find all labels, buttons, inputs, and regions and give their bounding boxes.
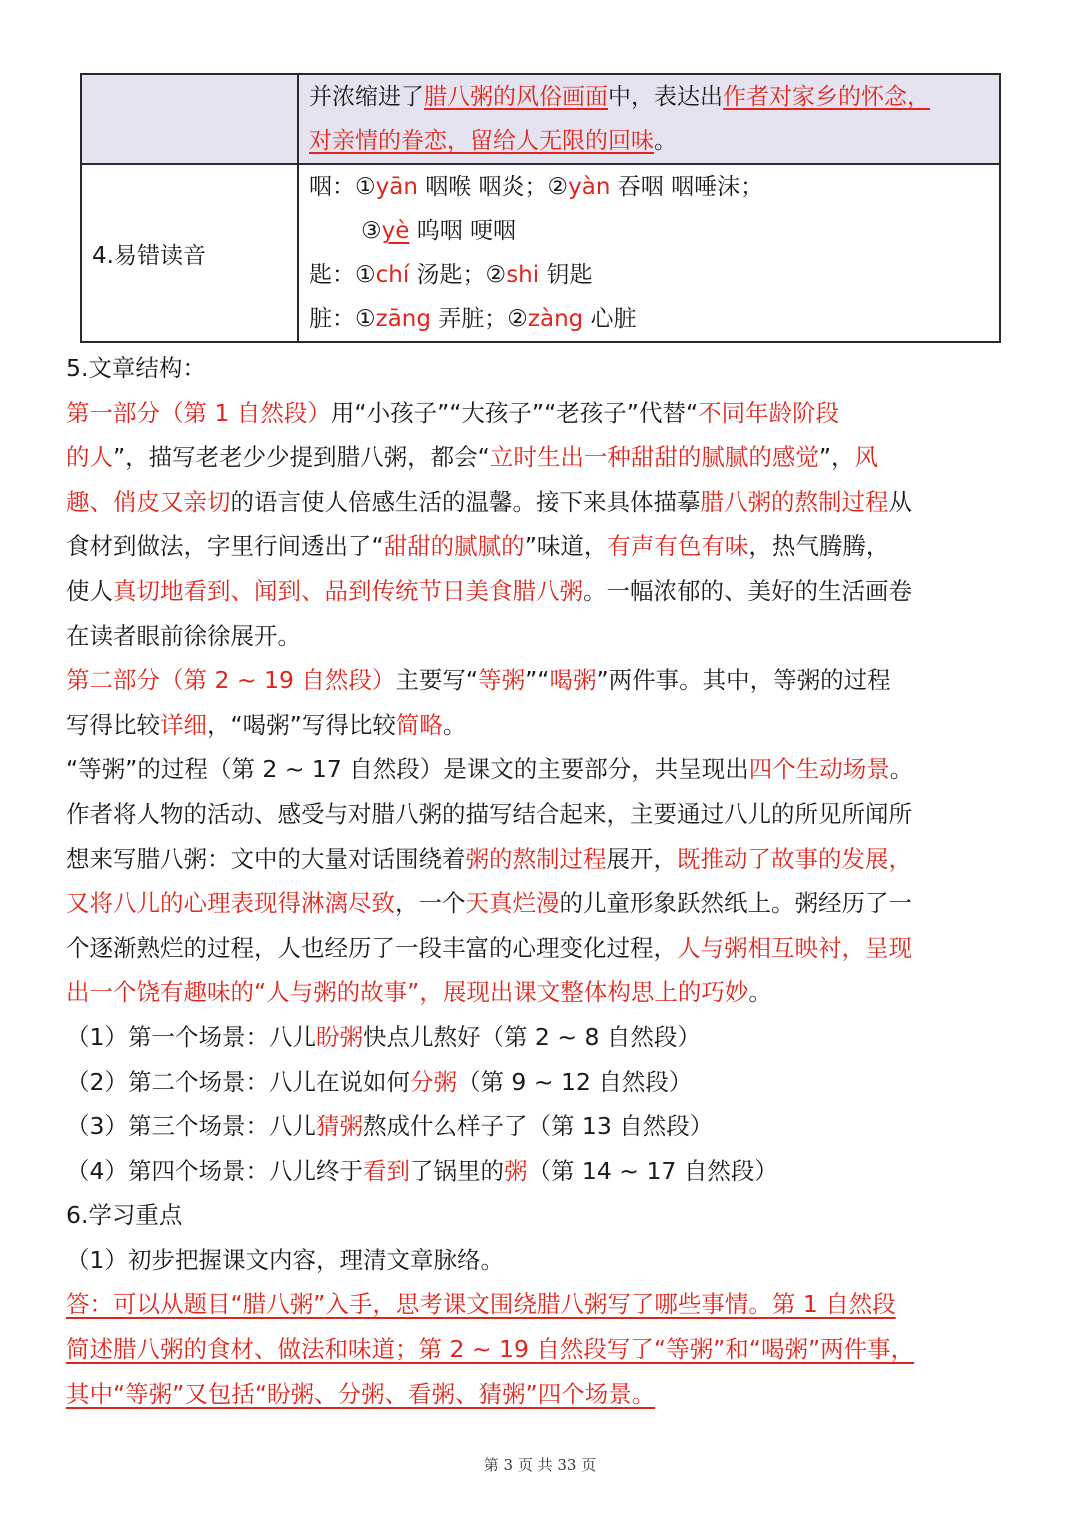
highlight-text: chí: [375, 262, 410, 288]
highlight-text: 人与粥相互映衬，呈现: [677, 933, 912, 962]
text-run: ”味道，: [524, 532, 608, 561]
text-run: 匙：①: [309, 262, 376, 288]
text-run: 。: [748, 978, 772, 1007]
highlight-text: 又将八儿的心理表现得淋漓尽致: [66, 889, 395, 918]
highlight-text: 腊八粥的熬制过程: [700, 487, 889, 516]
highlight-text: 四个生动场景: [748, 755, 890, 784]
text-run: 作者将人物的活动、感受与对腊八粥的描写结合起来，主要通过八儿的所见所闻所: [66, 799, 912, 828]
article-structure-section: [66, 346, 1021, 1416]
text-run: 心脏: [583, 306, 637, 332]
highlight-text: 等粥: [478, 666, 526, 695]
answer-line: 答：可以从题目“腊八粥”入手，思考课文围绕腊八粥写了哪些事情。第 1 自然段: [66, 1290, 896, 1319]
text-run: 呜咽 哽咽: [409, 218, 517, 244]
text-run: ，“喝粥”写得比较: [207, 710, 396, 739]
text-run: 主要写“: [395, 666, 479, 695]
body-line: [66, 614, 1021, 659]
text-run: 的语言使人倍感生活的温馨。接下来具体描摹: [230, 487, 701, 516]
text-run: ”，描写老老少少提到腊八粥，都会“: [113, 443, 490, 472]
text-run: （第 14 ~ 17 自然段）: [527, 1156, 778, 1185]
text-run: （1）第一个场景：八儿: [66, 1022, 316, 1051]
highlight-text: 喝粥: [549, 666, 597, 695]
highlight-text: 真切地看到、闻到、品到传统节日美食腊八粥: [113, 576, 583, 605]
text-run: 5.文章结构：: [66, 354, 206, 382]
text-run: ③: [361, 218, 382, 244]
text-run: 。: [654, 128, 677, 154]
text-run: （4）第四个场景：八儿终于: [66, 1156, 363, 1185]
table-row: [81, 164, 1000, 342]
highlight-text: 第一部分（第 1 自然段）: [66, 398, 331, 427]
info-table: [80, 73, 1001, 343]
text-run: 个逐渐熟烂的过程，人也经历了一段丰富的心理变化过程，: [66, 933, 677, 962]
text-run: 的儿童形象跃然纸上。粥经历了一: [559, 889, 912, 918]
body-text: [66, 346, 1021, 1282]
row-label-pronunciation: 4.易错读音: [81, 164, 298, 342]
text-run: ”两件事。其中，等粥的过程: [596, 666, 891, 695]
body-line: [66, 1149, 1021, 1194]
body-line: [66, 346, 1021, 391]
body-line: [66, 747, 1021, 792]
answer-block: [66, 1282, 1021, 1416]
body-line: [66, 837, 1021, 882]
text-run: 。: [889, 755, 914, 784]
body-line: [66, 524, 1021, 569]
text-run: 。: [442, 710, 467, 739]
body-line: [66, 881, 1021, 926]
answer-line: 其中“等粥”又包括“盼粥、分粥、看粥、猜粥”四个场景。: [66, 1379, 656, 1408]
text-run: （1）初步把握课文内容，理清文章脉络。: [66, 1245, 504, 1274]
text-run: 咽喉 咽炎；②: [417, 174, 569, 200]
text-run: 钥匙: [539, 262, 593, 288]
summary-line-2: [309, 119, 989, 163]
highlight-text: 作者对家乡的怀念，: [723, 84, 930, 110]
text-run: 展开，: [606, 844, 677, 873]
text-run: 从: [888, 487, 912, 516]
body-line: [66, 1015, 1021, 1060]
text-run: 食材到做法，字里行间透出了“: [66, 532, 384, 561]
text-run: 使人: [66, 576, 113, 605]
answer-line: 简述腊八粥的食材、做法和味道；第 2 ~ 19 自然段写了“等粥”和“喝粥”两件事，: [66, 1335, 915, 1364]
highlight-text: 盼粥: [315, 1022, 363, 1051]
text-run: 弄脏；②: [430, 306, 528, 332]
text-run: 用“小孩子”“大孩子”“老孩子”代替“: [330, 398, 699, 427]
pronunciation-line: [309, 297, 989, 341]
highlight-text: 猜粥: [315, 1112, 363, 1141]
text-run: 快点儿熬好（第 2 ~ 8 自然段）: [362, 1022, 701, 1051]
text-run: 并浓缩进了: [309, 84, 424, 110]
text-run: 脏：①: [309, 306, 376, 332]
highlight-text: 粥: [503, 1156, 528, 1185]
body-line: [66, 970, 1021, 1015]
text-run: 了锅里的: [409, 1156, 504, 1185]
highlight-text: 立时生出一种甜甜的腻腻的感觉: [489, 443, 819, 472]
highlight-text: 对亲情的眷恋，留给人无限的回味: [309, 128, 654, 154]
text-run: 写得比较: [66, 710, 160, 739]
row-label-empty: [81, 74, 298, 164]
text-run: 吞咽 咽唾沫；: [610, 174, 764, 200]
body-line: [66, 391, 1021, 436]
highlight-text: 粥的熬制过程: [465, 844, 607, 873]
highlight-text: 详细: [160, 710, 207, 739]
highlight-text: zāng: [375, 306, 431, 332]
highlight-text: 腊八粥的风俗画面: [424, 84, 608, 110]
highlight-text: 甜甜的腻腻的: [383, 532, 525, 561]
text-run: （第 9 ~ 12 自然段）: [456, 1067, 693, 1096]
highlight-text: yè: [381, 218, 410, 244]
body-line: [66, 1060, 1021, 1105]
pronunciation-cell: [298, 164, 1000, 342]
summary-cell: [298, 74, 1000, 164]
highlight-text: 第二部分（第 2 ~ 19 自然段）: [66, 666, 396, 695]
highlight-text: 简略: [395, 710, 443, 739]
highlight-text: 分粥: [409, 1067, 457, 1096]
pronunciation-line: [309, 165, 989, 209]
body-line: [66, 792, 1021, 837]
body-line: [66, 1238, 1021, 1283]
text-run: 在读者眼前徐徐展开。: [66, 621, 301, 650]
text-run: 中，表达出: [608, 84, 723, 110]
highlight-text: yàn: [568, 174, 611, 200]
pronunciation-line: [309, 253, 989, 297]
highlight-text: zàng: [527, 306, 584, 332]
body-line: [66, 1104, 1021, 1149]
text-run: ”，: [818, 443, 855, 472]
highlight-text: 天真烂漫: [465, 889, 560, 918]
text-run: 咽：①: [309, 174, 376, 200]
table-row: [81, 74, 1000, 164]
highlight-text: 出一个饶有趣味的“人与粥的故事”，展现出课文整体构思上的巧妙: [66, 978, 749, 1007]
body-line: [66, 435, 1021, 480]
text-run: 汤匙；②: [409, 262, 507, 288]
summary-line-1: [309, 75, 989, 119]
page-footer: 第 3 页 共 33 页: [483, 1456, 597, 1474]
highlight-text: 既推动了故事的发展，: [677, 844, 912, 873]
text-run: 熬成什么样子了（第 13 自然段）: [362, 1112, 714, 1141]
text-run: ，热气腾腾，: [748, 532, 890, 561]
body-line: [66, 569, 1021, 614]
body-line: [66, 658, 1021, 703]
text-run: 6.学习重点: [66, 1201, 183, 1230]
text-run: （2）第二个场景：八儿在说如何: [66, 1067, 410, 1096]
text-run: “等粥”的过程（第 2 ~ 17 自然段）是课文的主要部分，共呈现出: [66, 755, 749, 784]
highlight-text: 的人: [66, 443, 113, 472]
text-run: 。一幅浓郁的、美好的生活画卷: [583, 576, 912, 605]
pronunciation-line: [309, 209, 989, 253]
highlight-text: 趣、俏皮又亲切: [66, 487, 231, 516]
text-run: （3）第三个场景：八儿: [66, 1112, 316, 1141]
highlight-text: 有声有色有味: [607, 532, 749, 561]
body-line: [66, 1193, 1021, 1238]
highlight-text: yān: [375, 174, 418, 200]
body-line: [66, 480, 1021, 525]
text-run: 想来写腊八粥：文中的大量对话围绕着: [66, 844, 466, 873]
highlight-text: shi: [506, 262, 540, 288]
highlight-text: 看到: [362, 1156, 410, 1185]
body-line: [66, 703, 1021, 748]
highlight-text: 风: [854, 443, 879, 472]
highlight-text: 不同年龄阶段: [698, 398, 840, 427]
body-line: [66, 926, 1021, 971]
text-run: ，一个: [395, 889, 466, 918]
text-run: ”“: [525, 666, 550, 695]
